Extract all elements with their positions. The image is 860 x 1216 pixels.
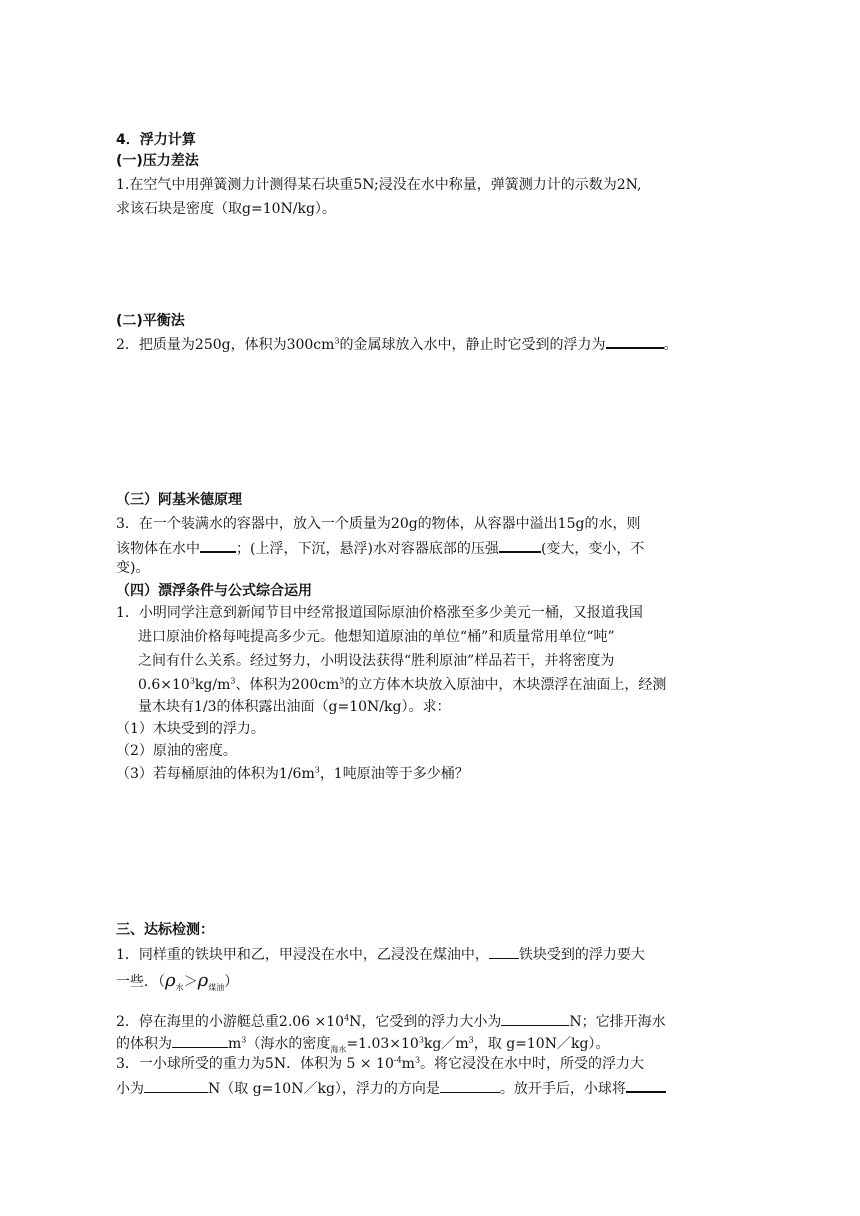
subscript: 水 [175, 982, 184, 992]
text-segment: 、体积为200cm [235, 677, 340, 693]
superscript: 3 [334, 336, 340, 346]
answer-blank[interactable] [501, 1011, 569, 1026]
text-segment: ，取 g=10N／kg）。 [473, 1036, 610, 1052]
superscript: 3 [189, 676, 195, 686]
superscript: 3 [314, 765, 320, 775]
text-segment: 。放开手后，小球将 [499, 1081, 626, 1097]
part3-q3-line2 [116, 537, 644, 559]
superscript: 3 [468, 1035, 474, 1045]
section-3-heading: 三、达标检测： [116, 922, 214, 938]
part4-q1-line1: 1．小明同学注意到新闻节目中经常报道国际原油价格涨至多少美元一桶，又报道我国 [116, 605, 643, 621]
text-segment: （海水的密度 [246, 1036, 331, 1052]
part3-q3-line3: 变)。 [116, 560, 150, 576]
check-q2-line2 [116, 1033, 609, 1054]
part1-q1-line2: 求该石块是密度（取g=10N/kg）。 [116, 201, 336, 217]
text-segment: 2．停在海里的小游艇总重2.06 ×10 [116, 1014, 345, 1030]
part1-title: (一)压力差法 [116, 153, 199, 169]
superscript: 3 [230, 676, 236, 686]
answer-blank[interactable] [499, 537, 541, 553]
part2-q2-end: 。 [663, 337, 678, 353]
subscript: 煤油 [208, 982, 225, 992]
text-segment: （3）若每桶原油的体积为1/6m [116, 766, 315, 782]
text-segment: m [401, 1056, 415, 1072]
part4-title: （四）漂浮条件与公式综合运用 [116, 583, 312, 599]
part3-q3-text-b: ；(上浮，下沉，悬浮)水对容器底部的压强 [236, 541, 499, 557]
text-segment: 的体积为 [116, 1036, 172, 1052]
rho-symbol: ρ [165, 970, 176, 991]
text-segment: kg／m [423, 1036, 469, 1052]
section-4-heading: 4．浮力计算 [116, 132, 196, 148]
part3-q3-text-c: (变大，变小，不 [540, 541, 645, 557]
text-segment: N；它排开海水 [569, 1014, 666, 1030]
answer-blank[interactable] [606, 333, 664, 349]
part2-q2-text-b: 的金属球放入水中，静止时它受到的浮力为 [339, 337, 606, 353]
part2-title: (二)平衡法 [116, 313, 185, 329]
text-segment: =1.03×10 [346, 1036, 419, 1052]
part1-q1-line1: 1.在空气中用弹簧测力计测得某石块重5N;浸没在水中称量，弹簧测力计的示数为2N, [116, 177, 642, 193]
superscript: 3 [241, 1035, 247, 1045]
superscript: 3 [414, 1055, 421, 1065]
text-segment: 小为 [116, 1081, 144, 1097]
part4-sub3 [116, 764, 469, 784]
check-q2-line1 [116, 1011, 666, 1032]
text-segment: 一些．（ [116, 974, 165, 990]
answer-blank[interactable] [440, 1078, 500, 1093]
part4-q1-line5: 量木块有1/3的体积露出油面（g=10N/kg）。求： [138, 699, 451, 715]
part3-q3-line1: 3．在一个装满水的容器中，放入一个质量为20g的物体，从容器中溢出15g的水，则 [116, 516, 641, 532]
part2-q2 [116, 333, 678, 355]
rho-symbol: ρ [197, 970, 209, 991]
text-segment: kg/m [194, 677, 231, 693]
subscript: 海水 [330, 1044, 347, 1054]
superscript: 4 [344, 1013, 350, 1023]
check-q1-line2 [116, 971, 238, 992]
answer-blank[interactable] [172, 1033, 228, 1048]
superscript: -4 [393, 1055, 402, 1065]
part4-q1-line2: 进口原油价格每吨提高多少元。他想知道原油的单位“桶”和质量常用单位“吨” [138, 629, 615, 645]
answer-blank[interactable] [489, 944, 519, 959]
answer-blank[interactable] [200, 537, 236, 553]
check-q3-line1 [116, 1054, 644, 1074]
answer-blank[interactable] [626, 1077, 666, 1093]
text-segment: ） [224, 974, 239, 990]
text-segment: 3．一小球所受的重力为5N．体积为 5 × 10 [116, 1056, 394, 1072]
part4-q1-line3: 之间有什么关系。经过努力，小明设法获得“胜利原油”样品若干，并将密度为 [138, 653, 615, 669]
part3-title: （三）阿基米德原理 [116, 492, 242, 508]
text-segment: m [228, 1036, 242, 1052]
part4-sub1: （1）木块受到的浮力。 [116, 721, 265, 737]
text-segment: N（取 g=10N／kg），浮力的方向是 [208, 1081, 440, 1097]
superscript: 3 [339, 676, 345, 686]
part2-q2-text-a: 2．把质量为250g，体积为300cm [116, 337, 335, 353]
text-segment: 铁块受到的浮力要大 [518, 947, 645, 963]
check-q1-line1 [116, 944, 645, 965]
check-q3-line2 [116, 1077, 666, 1099]
text-segment: 的立方体木块放入原油中，木块漂浮在油面上，经测 [344, 677, 667, 693]
text-segment: 0.6×10 [138, 677, 190, 693]
text-segment: N，它受到的浮力大小为 [349, 1014, 502, 1030]
greater-than-sign: ＞ [183, 974, 198, 990]
text-segment: 。将它浸没在水中时，所受的浮力大 [420, 1056, 645, 1072]
part3-q3-text-a: 该物体在水中 [116, 541, 200, 557]
text-segment: 1．同样重的铁块甲和乙，甲浸没在水中，乙浸没在煤油中， [116, 947, 489, 963]
part4-sub2: （2）原油的密度。 [116, 743, 237, 759]
superscript: 3 [418, 1035, 424, 1045]
text-segment: ，1吨原油等于多少桶？ [319, 766, 469, 782]
answer-blank[interactable] [144, 1078, 208, 1093]
part4-q1-line4 [138, 675, 666, 695]
